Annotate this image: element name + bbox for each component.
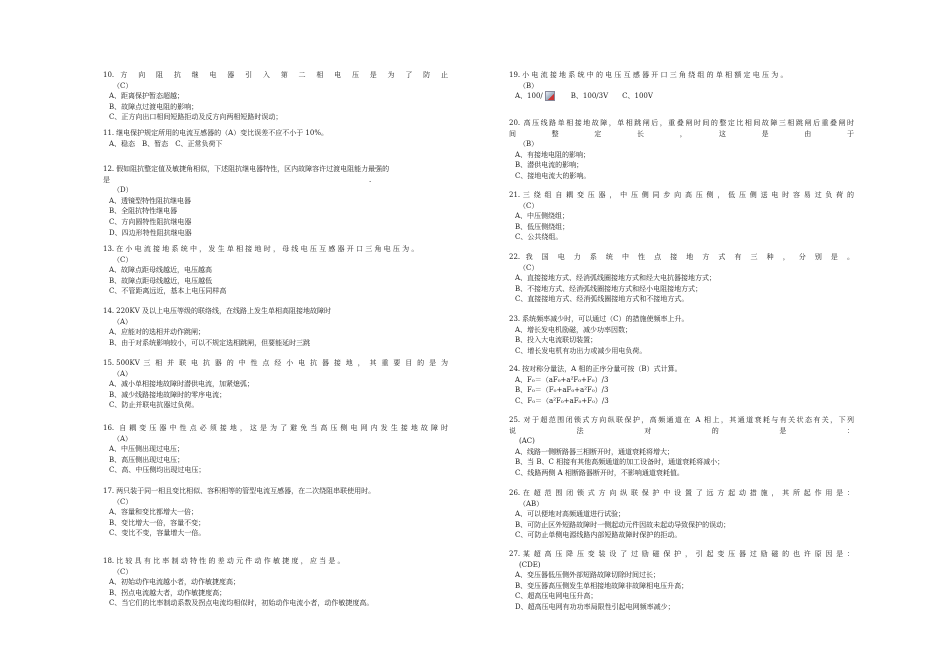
question-block	[103, 70, 448, 123]
question-stem-line	[509, 415, 854, 426]
option-item: C、F₀＝（a²F₀+aF₀+F₀）/3	[515, 396, 609, 405]
option-item: A、增长发电机励磁，减少功率因数；	[515, 325, 633, 334]
option-item: A、100/	[515, 92, 543, 101]
question-text: 高压线路单相接地故障，单相跳闸后，重叠闸时间的整定比相间故障三相跳闸后重叠闸时	[522, 119, 854, 127]
answer-key: （C）	[519, 263, 539, 272]
question-number: 23.	[509, 315, 521, 323]
question-text: 系统频率减少时，可以通过（C）的措施使频率上升。	[522, 315, 689, 323]
answer-key: （A）	[113, 434, 133, 443]
question-stem-line	[509, 129, 854, 140]
option-item: B、变压器高压侧发生单相接地故障非故障相电压升高；	[515, 581, 689, 590]
option-item: B、可防止区外短路故障时一侧起动元件因故未起动导致保护的误动；	[515, 520, 731, 529]
option-item: A、初始动作电流越小者，动作敏捷度高；	[109, 578, 241, 587]
question-stem-line	[103, 556, 448, 567]
question-number: 21.	[509, 191, 521, 199]
question-number: 24.	[509, 365, 521, 373]
option-item: A、减小单相接地故障时潜供电流，加紧熄弧；	[109, 380, 255, 389]
option-item: B、由于对系统影响较小，可以不规定选相跳闸，但要能延时三跳	[109, 338, 311, 347]
question-block	[509, 415, 854, 479]
question-text: 三 绕 组 自 耦 变 压 器 ， 中 压 侧 同 步 向 高 压 侧 ， 低 压 侧 送 电 时 容 易 过 负 荷 的	[522, 191, 854, 199]
option-item: B、故障点过渡电阻的影响；	[109, 102, 199, 111]
question-block	[509, 70, 854, 102]
question-number: 27.	[509, 550, 521, 558]
answer-key: (CDE)	[519, 560, 541, 569]
option-item: C、线路两侧 A 相断路器断开时，不影响通道衰耗值。	[515, 468, 684, 477]
question-stem-line	[509, 426, 854, 437]
answer-key: （C）	[113, 497, 133, 506]
question-stem-line	[103, 128, 448, 139]
option-row	[509, 91, 854, 102]
question-block	[103, 556, 448, 609]
question-text: 是 .	[103, 175, 372, 184]
question-text: 说 法 对 的 是 ：	[509, 426, 854, 435]
option-item: B、100/3V	[570, 92, 609, 101]
option-item: A、中压侧绕组；	[515, 212, 570, 221]
question-text: 自耦变压器中性点必须接地，这是为了避免当高压侧电网内发生接地故障时	[116, 424, 448, 432]
question-block	[103, 358, 448, 411]
question-number: 22.	[509, 253, 521, 261]
question-text: 小 电 流 接 地 系 统 中 的 电 压 互 感 器 开 口 三 角 绕 组 的 单 相 额 定 电 压 为 。	[522, 71, 788, 79]
option-item: C、增长发电机有功出力或减少用电负荷。	[515, 346, 647, 355]
question-number: 25.	[509, 416, 521, 424]
question-text: 在 小 电 流 接 地 系 统 中 ， 发 生 单 相 接 地 时 ， 母 线 电 压 互 感 器 开 口 三 角 电 压 为 。	[116, 245, 419, 253]
option-item: A、变压器低压侧外部短路故障切除时间过长；	[515, 571, 661, 580]
question-number: 16.	[103, 424, 115, 432]
question-text: 在 超 范 围 闭 锁 式 方 向 纵 联 保 护 中 设 置 了 远 方 起 动 措 施 ， 其 所 起 作 用 是 ：	[522, 489, 854, 497]
question-stem-line	[509, 190, 854, 201]
question-text: 按对称分量法，A 相的正序分量可按（B）式计算。	[522, 365, 682, 373]
question-stem-line	[509, 364, 854, 375]
question-block	[103, 164, 448, 238]
option-item: A、可以便地对高频通道进行试验；	[515, 510, 626, 519]
question-number: 20.	[509, 119, 521, 127]
answer-key: （AB）	[519, 499, 544, 508]
option-item: B、拐点电流越大者，动作敏捷度高；	[109, 588, 227, 597]
option-item: C、可防止单侧电源线路内部短路故障时保护的拒动。	[515, 531, 682, 540]
question-stem-line	[103, 70, 448, 81]
option-item: B、高压侧出现过电压；	[109, 455, 185, 464]
question-block	[509, 364, 854, 406]
question-text: 假如阻抗整定值及敏捷角相似，下述阻抗继电器特性，区内故障容许过渡电阻能力最强的	[116, 165, 390, 173]
answer-key: （B）	[519, 81, 539, 90]
question-stem-line	[509, 549, 854, 560]
answer-key: （C）	[519, 201, 539, 210]
question-stem-line	[103, 306, 448, 317]
option-item: D、超高压电网有功功率局限性引起电网频率减少；	[515, 602, 675, 611]
option-item: B、F₀＝（F₀+aF₀+a²F₀）/3	[515, 386, 609, 395]
question-stem-line	[509, 70, 854, 81]
option-item: B、潜供电流的影响；	[515, 161, 584, 170]
option-item: A、稳态 B、暂态 C、正常负荷下	[109, 139, 223, 148]
question-block	[509, 488, 854, 541]
question-block	[103, 423, 448, 476]
question-stem-line	[103, 358, 448, 369]
option-item: C、不管距离远近，基本上电压同样高	[109, 287, 227, 296]
question-stem-line	[509, 488, 854, 499]
question-text: 某 超 高 压 降 压 变 装 设 了 过 励 磁 保 护 ， 引 起 变 压 器 过 励 磁 的 也 许 原 因 是 ：	[522, 550, 854, 558]
question-number: 11.	[103, 129, 115, 137]
option-item: A、F₀＝（aF₀+a²F₀+F₀）/3	[515, 375, 609, 384]
answer-key: （A）	[113, 369, 133, 378]
question-stem-line	[103, 244, 448, 255]
answer-key: （B）	[519, 140, 539, 149]
option-item: C、100V	[622, 92, 653, 101]
option-item: C、防止并联电抗器过负荷。	[109, 401, 199, 410]
question-text: 我 国 电 力 系 统 中 性 点 接 地 方 式 有 三 种 ， 分 别 是 。	[522, 253, 854, 261]
option-item: B、变比增大一倍，容量不变；	[109, 518, 206, 527]
option-item: B、全阻抗特性继电器	[109, 207, 178, 216]
option-item: C、超高压电网电压升高；	[515, 592, 598, 601]
question-text: 方 向 阻 抗 继 电 器 引 入 第 二 相 电 压 是 为 了 防 止	[116, 71, 448, 79]
option-item: B、当 B、C 相接有其他高频通道的加工设备时，通道衰耗将减小；	[515, 458, 725, 467]
option-item: C、直接接地方式、经消弧线圈接地方式和不接地方式。	[515, 295, 689, 304]
option-item: C、正方向出口相间短路拒动及反方向两相短路时误动；	[109, 113, 283, 122]
question-block	[509, 118, 854, 182]
question-number: 15.	[103, 359, 115, 367]
question-stem-line	[509, 252, 854, 263]
question-text: 继电保护规定所用的电流互感器的（A）变比误差不应不小于 10%。	[116, 129, 328, 137]
question-text: 间 整 定 长 ， 这 是 由 于	[509, 129, 854, 138]
question-block	[103, 244, 448, 297]
question-block	[103, 486, 448, 539]
option-item: B、不接地方式、经消弧线圈接地方式和经小电阻接地方式；	[515, 284, 703, 293]
answer-key: （C）	[113, 255, 133, 264]
option-item: C、变比不变，容量增大一倍。	[109, 529, 206, 538]
option-item: C、高、中压侧均出现过电压；	[109, 466, 206, 475]
question-stem-line	[103, 175, 448, 186]
option-item: C、方向圆特性阻抗继电器	[109, 217, 192, 226]
question-stem-line	[103, 486, 448, 497]
question-number: 10.	[103, 71, 115, 79]
option-item: A、有接地电阻的影响；	[515, 150, 591, 159]
option-item: A、距离保护暂态超越；	[109, 92, 185, 101]
embedded-image-icon	[545, 91, 555, 101]
question-number: 12.	[103, 165, 115, 173]
option-item: A、透镜型特性阻抗继电器	[109, 196, 192, 205]
answer-key: （C）	[113, 81, 133, 90]
option-item: D、四边形特性阻抗继电器	[109, 228, 192, 237]
option-item: C、公共绕组。	[515, 233, 563, 242]
question-block	[103, 306, 448, 348]
question-block	[509, 549, 854, 613]
option-item: A、直接接地方式、经消弧线圈接地方式和经大电抗器接地方式；	[515, 274, 717, 283]
option-item: C、接地电流大的影响。	[515, 171, 591, 180]
question-stem-line	[509, 118, 854, 129]
answer-key: （A）	[113, 317, 133, 326]
question-text: 对于超范围闭锁式方向纵联保护，高频通道在 A 相上，其通道衰耗与有关状态有关，下列	[522, 416, 854, 424]
answer-key: （C）	[113, 567, 133, 576]
question-stem-line	[103, 423, 448, 434]
answer-key: （D）	[113, 186, 133, 195]
option-item: B、投入大电流联切装置；	[515, 336, 598, 345]
question-number: 19.	[509, 71, 521, 79]
question-number: 13.	[103, 245, 115, 253]
question-number: 17.	[103, 487, 115, 495]
question-block	[509, 252, 854, 305]
question-number: 26.	[509, 489, 521, 497]
option-item: A、中压侧出现过电压；	[109, 445, 185, 454]
question-number: 18.	[103, 557, 115, 565]
question-number: 14.	[103, 307, 115, 315]
question-block	[509, 190, 854, 243]
option-item: A、应能对的选相并动作跳闸；	[109, 328, 206, 337]
question-block	[509, 314, 854, 356]
option-item: A、线路一侧断路器三相断开时，通道衰耗将增大；	[515, 447, 675, 456]
option-item: B、减少线路接地故障时的零序电流；	[109, 390, 227, 399]
option-item: A、故障点距母线越近，电压越高	[109, 266, 213, 275]
question-text: 500KV 三 相 并 联 电 抗 器 的 中 性 点 经 小 电 抗 器 接 地 ， 其 重 要 目 的 是 为	[116, 359, 448, 367]
answer-key: (AC)	[519, 437, 535, 446]
option-item: B、低压侧绕组；	[515, 222, 570, 231]
option-item: A、容量和变比都增大一倍；	[109, 508, 199, 517]
option-item: C、当它们的比率制动系数及拐点电流均相似时，初始动作电流小者，动作敏捷度高。	[109, 599, 374, 608]
question-stem-line	[103, 164, 448, 175]
question-stem-line	[509, 314, 854, 325]
question-text: 220KV 及以上电压等级的联络线，在线路上发生单相高阻接地故障时	[116, 307, 332, 315]
question-text: 两只装于同一相且变比相似、容积相等的管型电流互感器，在二次绕阻串联使用时。	[116, 487, 376, 495]
question-text: 比 较 具 有 比 率 制 动 特 性 的 差 动 元 件 动 作 敏 捷 度 ， 应 当 是 。	[116, 557, 345, 565]
question-block	[103, 128, 448, 149]
option-item: B、故障点距母线越近，电压越低	[109, 276, 213, 285]
